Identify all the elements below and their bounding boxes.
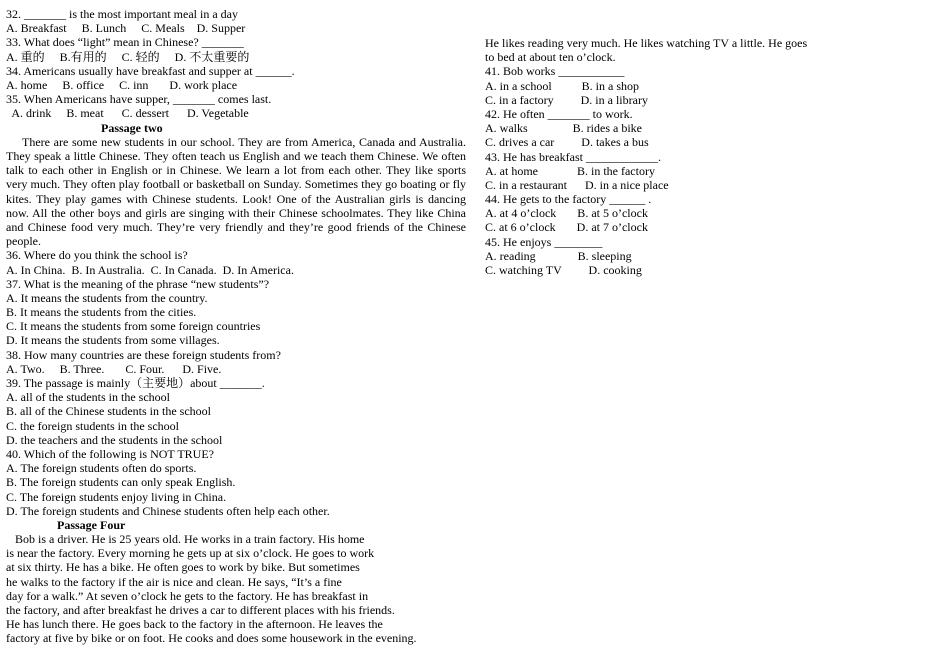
question-37-option-b: B. It means the students from the cities. xyxy=(6,305,197,320)
question-43-options-ab: A. at home B. in the factory xyxy=(485,163,655,178)
question-37-option-d: D. It means the students from some villages. xyxy=(6,333,220,348)
question-42-options-cd: C. drives a car D. takes a bus xyxy=(485,135,649,150)
passage-four-line: day for a walk.” At seven o’clock he gets to the factory. He has breakfast in xyxy=(6,588,369,603)
question-39: 39. The passage is mainly（主要地）about _______. xyxy=(6,376,265,390)
question-45-options-cd: C. watching TV D. cooking xyxy=(485,263,642,277)
question-43-options-cd: C. in a restaurant D. in a nice place xyxy=(485,177,669,192)
passage-four-line: the factory, and after breakfast he drives a car to different places with his friends. xyxy=(6,603,395,617)
passage-four-line: at six thirty. He has a bike. He often goes to work by bike. But sometimes xyxy=(6,560,360,575)
question-42-options-ab: A. walks B. rides a bike xyxy=(485,121,642,136)
question-37-option-c: C. It means the students from some foreign countries xyxy=(6,319,261,334)
question-39-option-a: A. all of the students in the school xyxy=(6,390,170,405)
question-37-option-a: A. It means the students from the country. xyxy=(6,290,208,305)
question-35: 35. When Americans have supper, _______ comes last. xyxy=(6,92,272,107)
question-36: 36. Where do you think the school is? xyxy=(6,248,188,263)
left-column xyxy=(6,7,466,646)
question-39-option-d: D. the teachers and the students in the school xyxy=(6,432,223,447)
question-41-options-cd: C. in a factory D. in a library xyxy=(485,92,648,107)
right-column xyxy=(485,36,845,277)
passage-four-title: Passage Four xyxy=(57,517,126,532)
passage-four-line: is near the factory. Every morning he gets up at six o’clock. He goes to work xyxy=(6,546,375,561)
question-41: 41. Bob works ___________ xyxy=(485,64,625,79)
question-44-options-ab: A. at 4 o’clock B. at 5 o’clock xyxy=(485,206,648,221)
question-40-option-b: B. The foreign students can only speak English. xyxy=(6,475,236,490)
question-40-option-a: A. The foreign students often do sports. xyxy=(6,461,197,476)
passage-two-title: Passage two xyxy=(101,120,163,135)
passage-four-text xyxy=(6,532,466,646)
question-39-option-b: B. all of the Chinese students in the school xyxy=(6,404,211,419)
question-32: 32. _______ is the most important meal in a day xyxy=(6,7,238,21)
question-45: 45. He enjoys ________ xyxy=(485,234,603,249)
question-36-options: A. In China. B. In Australia. C. In Canada. D. In America. xyxy=(6,262,294,277)
question-34: 34. Americans usually have breakfast and supper at ______. xyxy=(6,63,295,78)
passage-four-line: factory at five by bike or on foot. He cooks and does some housework in the evening. xyxy=(6,631,417,646)
question-39-option-c: C. the foreign students in the school xyxy=(6,418,179,433)
question-38-options: A. Two. B. Three. C. Four. D. Five. xyxy=(6,361,222,376)
question-44-options-cd: C. at 6 o’clock D. at 7 o’clock xyxy=(485,220,648,235)
question-37: 37. What is the meaning of the phrase “new students”? xyxy=(6,276,270,291)
passage-four-line: Bob is a driver. He is 25 years old. He works in a train factory. His home xyxy=(6,532,365,547)
passage-four-line: he walks to the factory if the air is nice and clean. He says, “It’s a fine xyxy=(6,574,342,589)
question-40-option-d: D. The foreign students and Chinese students often help each other. xyxy=(6,503,330,518)
question-34-options: A. home B. office C. inn D. work place xyxy=(6,77,238,92)
passage-two-text: There are some new students in our school. They are from America, Canada and Australia. They speak a little Chinese. They often teach us English and we teach them Chinese. We often talk to each other in English or in Chinese. We learn a lot from each other. They like sports very much. They often play football or basketball on Sunday. Sometimes they go boating or fly kites. They play games with Chinese students. Look! One of the Australian girls is dancing now. All the other boys and girls are singing with their Chinese schoolmates. They like China and Chinese food very much. They’re very friendly and they’re good friends of the Chinese people. xyxy=(6,134,466,249)
question-35-options: A. drink B. meat C. dessert D. Vegetable xyxy=(6,106,249,121)
questions-36-40 xyxy=(6,248,466,518)
passage-four-continued: to bed at about ten o’clock. xyxy=(485,50,616,65)
question-43: 43. He has breakfast ____________. xyxy=(485,149,661,164)
question-38: 38. How many countries are these foreign students from? xyxy=(6,347,281,362)
question-33: 33. What does “light” mean in Chinese? _______ xyxy=(6,35,244,50)
question-32-options: A. Breakfast B. Lunch C. Meals D. Supper xyxy=(6,21,246,36)
question-40-option-c: C. The foreign students enjoy living in China. xyxy=(6,489,227,504)
question-40: 40. Which of the following is NOT TRUE? xyxy=(6,446,214,461)
passage-four-line: He has lunch there. He goes back to the factory in the afternoon. He leaves the xyxy=(6,617,383,632)
question-42: 42. He often _______ to work. xyxy=(485,106,633,121)
passage-four-continued: He likes reading very much. He likes watching TV a little. He goes xyxy=(485,36,808,50)
questions-32-35 xyxy=(6,7,466,121)
question-44: 44. He gets to the factory ______ . xyxy=(485,192,652,207)
question-41-options-ab: A. in a school B. in a shop xyxy=(485,78,639,93)
question-33-options: A. 重的 B.有用的 C. 轻的 D. 不太重要的 xyxy=(6,49,250,64)
question-45-options-ab: A. reading B. sleeping xyxy=(485,248,632,263)
